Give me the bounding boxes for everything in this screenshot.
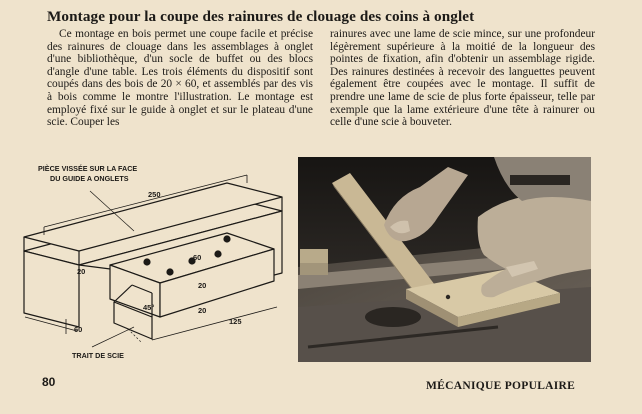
dim-angle: 45°	[143, 303, 155, 312]
dim-height-left: 60	[74, 325, 83, 334]
dim-block-length: 125	[229, 317, 242, 326]
text-column-right	[330, 28, 595, 129]
callout-saw-kerf: TRAIT DE SCIE	[72, 351, 124, 360]
paragraph-right: rainures avec une lame de scie mince, sur une profondeur légèrement supérieure à la moitié de la longueur des pointes de fixation, afin d'obtenir un assemblage rigide. Des rainures destinées à recevoir des languettes peuvent également être coupées avec le montage. Il suffit de prendre une lame de scie de plus forte épaisseur, telle par exemple que la lame extérieure d'une tête à rainurer ou celle d'une scie à bouveter.	[330, 28, 595, 129]
jig-diagram	[22, 157, 298, 369]
article-title: Montage pour la coupe des rainures de clouage des coins à onglet	[47, 8, 475, 25]
page-number: 80	[42, 375, 56, 389]
callout-top-line1: PIÈCE VISSÉE SUR LA FACE	[38, 164, 138, 173]
paragraph-left: Ce montage en bois permet une coupe facile et précise des rainures de clouage dans les assemblages à onglet d'une bibliothèque, d'un socle de buffet ou des blocs d'angle d'une table. Les trois éléments du dispositif sont coupés dans des bois de 20 × 60, et assemblés par des vis à bois comme le montre l'illustration. Le montage est employé fixé sur le guide à onglet et sur le plateau d'une scie. Couper les	[47, 28, 313, 129]
workshop-photo-svg	[298, 157, 591, 362]
dim-block-thick-1: 20	[198, 281, 207, 290]
callout-top-line2: DU GUIDE A ONGLETS	[50, 174, 129, 183]
dim-block-width: 60	[193, 253, 202, 262]
workshop-photo	[298, 157, 591, 362]
jig-diagram-svg	[22, 157, 298, 369]
text-column-left	[47, 28, 313, 129]
dim-block-thick-2: 20	[198, 306, 207, 315]
dim-length: 250	[148, 190, 161, 199]
magazine-name: MÉCANIQUE POPULAIRE	[426, 380, 576, 392]
dim-width-left: 20	[77, 267, 86, 276]
